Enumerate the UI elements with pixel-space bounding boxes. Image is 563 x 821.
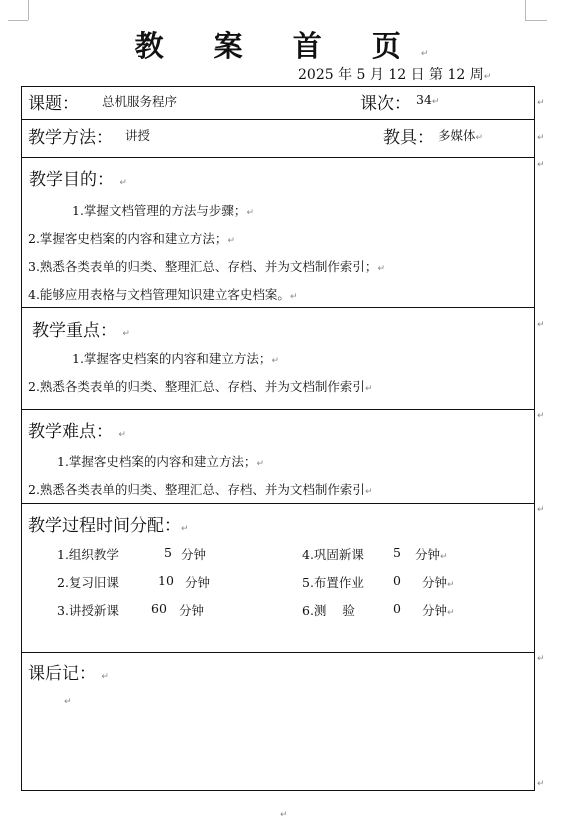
paragraph-mark-icon: ↵ — [447, 580, 455, 590]
crop-mark-top-right-h — [525, 20, 547, 21]
tools-value — [438, 126, 483, 144]
key-point-item — [28, 377, 372, 395]
row-divider — [22, 119, 534, 120]
objective-text: 3.熟悉各类表单的归类、整理汇总、存档、并为文档制作索引； — [28, 259, 378, 274]
objective-text: 4.能够应用表格与文档管理知识建立客史档案。 — [28, 287, 290, 302]
row-divider — [22, 652, 534, 653]
crop-mark-top-left — [28, 0, 29, 20]
paragraph-mark-icon: ↵ — [271, 356, 279, 366]
paragraph-mark-icon: ↵ — [118, 430, 126, 440]
time-unit-text: 分钟 — [422, 603, 448, 618]
paragraph-mark-icon: ↵ — [483, 72, 492, 82]
notes-label-text: 课后记： — [28, 664, 96, 684]
key-point-text: 2.熟悉各类表单的归类、整理汇总、存档、并为文档制作索引 — [28, 379, 365, 394]
key-points-label — [32, 316, 130, 341]
paragraph-mark-icon: ↵ — [447, 608, 455, 618]
time-unit-text: 分钟 — [422, 575, 448, 590]
row-end-mark: ↵ — [537, 133, 545, 143]
time-unit-text: 分钟 — [415, 547, 441, 562]
difficulties-label-text: 教学难点： — [28, 422, 113, 442]
difficulty-item — [57, 452, 264, 470]
row-end-mark: ↵ — [537, 160, 545, 170]
paragraph-mark-icon: ↵ — [227, 236, 235, 246]
time-item-value: 5 — [164, 545, 172, 560]
paragraph-mark-icon: ↵ — [181, 524, 189, 534]
paragraph-mark-icon: ↵ — [119, 178, 127, 188]
objective-text: 1.掌握文档管理的方法与步骤； — [72, 203, 247, 218]
time-item-value: 60 — [151, 601, 167, 616]
date-text: 2025 年 5 月 12 日 第 12 周 — [298, 67, 484, 83]
objective-item — [72, 201, 254, 219]
time-allocation-label — [28, 511, 189, 536]
topic-value: 总机服务程序 — [102, 94, 178, 109]
notes-label — [28, 659, 109, 684]
time-item-unit: 分钟 — [181, 547, 207, 562]
time-item-name: 5.布置作业 — [302, 575, 364, 590]
paragraph-mark-icon: ↵ — [440, 552, 448, 562]
row-end-mark: ↵ — [537, 505, 545, 515]
time-item-name: 6.测 验 — [302, 603, 355, 618]
key-point-text: 1.掌握客史档案的内容和建立方法； — [72, 351, 272, 366]
objective-item — [28, 257, 385, 275]
tools-label: 教具： — [383, 128, 434, 148]
time-item-name: 2.复习旧课 — [57, 575, 119, 590]
method-value: 讲授 — [125, 128, 151, 143]
lesson-plan-table — [21, 86, 535, 791]
row-divider — [22, 157, 534, 158]
time-item-unit — [422, 573, 455, 591]
page-title — [0, 24, 563, 65]
objectives-label-text: 教学目的： — [29, 170, 114, 190]
time-item-name: 1.组织教学 — [57, 547, 119, 562]
paragraph-mark-icon: ↵ — [420, 49, 429, 59]
time-item-unit — [415, 545, 448, 563]
time-item-value: 0 — [393, 573, 401, 588]
paragraph-mark-icon: ↵ — [289, 292, 298, 302]
paragraph-mark-icon: ↵ — [122, 329, 130, 339]
crop-mark-top-left-h — [8, 20, 28, 21]
row-end-mark: ↵ — [537, 98, 545, 108]
time-item-name: 3.讲授新课 — [57, 603, 119, 618]
crop-mark-top-right — [525, 0, 526, 20]
notes-empty-paragraph-mark: ↵ — [64, 697, 72, 707]
key-point-item — [72, 349, 279, 367]
difficulties-label — [28, 417, 126, 442]
time-item-unit: 分钟 — [179, 603, 205, 618]
time-item-name: 4.巩固新课 — [302, 547, 364, 562]
paragraph-mark-icon: ↵ — [256, 459, 264, 469]
time-item-value: 10 — [158, 573, 174, 588]
page-title-text: 教 案 首 页 — [134, 29, 421, 63]
time-item-unit — [422, 601, 455, 619]
paragraph-mark-icon: ↵ — [431, 97, 440, 107]
objective-item — [28, 229, 235, 247]
paragraph-mark-icon: ↵ — [364, 384, 373, 394]
time-allocation-label-text: 教学过程时间分配： — [28, 516, 181, 536]
objectives-label — [29, 165, 127, 190]
tools-text: 多媒体 — [438, 128, 476, 143]
paragraph-mark-icon: ↵ — [246, 208, 254, 218]
row-end-mark: ↵ — [537, 779, 545, 789]
row-end-mark: ↵ — [537, 320, 545, 330]
session-label: 课次： — [360, 94, 411, 114]
row-end-mark: ↵ — [537, 411, 545, 421]
paragraph-mark-icon: ↵ — [101, 672, 109, 682]
objective-item — [28, 285, 297, 303]
difficulty-text: 1.掌握客史档案的内容和建立方法； — [57, 454, 257, 469]
time-item-value: 0 — [393, 601, 401, 616]
method-label: 教学方法： — [28, 128, 113, 148]
session-value — [416, 92, 439, 107]
page-end-mark: ↵ — [280, 810, 288, 820]
topic-label: 课题： — [28, 94, 79, 114]
objective-text: 2.掌握客史档案的内容和建立方法； — [28, 231, 228, 246]
session-number: 34 — [416, 92, 432, 107]
paragraph-mark-icon: ↵ — [377, 264, 385, 274]
time-item-value: 5 — [393, 545, 401, 560]
paragraph-mark-icon: ↵ — [364, 487, 373, 497]
date-line — [298, 64, 491, 84]
row-divider — [22, 503, 534, 504]
key-points-label-text: 教学重点： — [32, 321, 117, 341]
time-item-unit: 分钟 — [185, 575, 211, 590]
difficulty-item — [28, 480, 372, 498]
paragraph-mark-icon: ↵ — [475, 133, 484, 143]
difficulty-text: 2.熟悉各类表单的归类、整理汇总、存档、并为文档制作索引 — [28, 482, 365, 497]
row-end-mark: ↵ — [537, 654, 545, 664]
row-divider — [22, 409, 534, 410]
row-divider — [22, 307, 534, 308]
